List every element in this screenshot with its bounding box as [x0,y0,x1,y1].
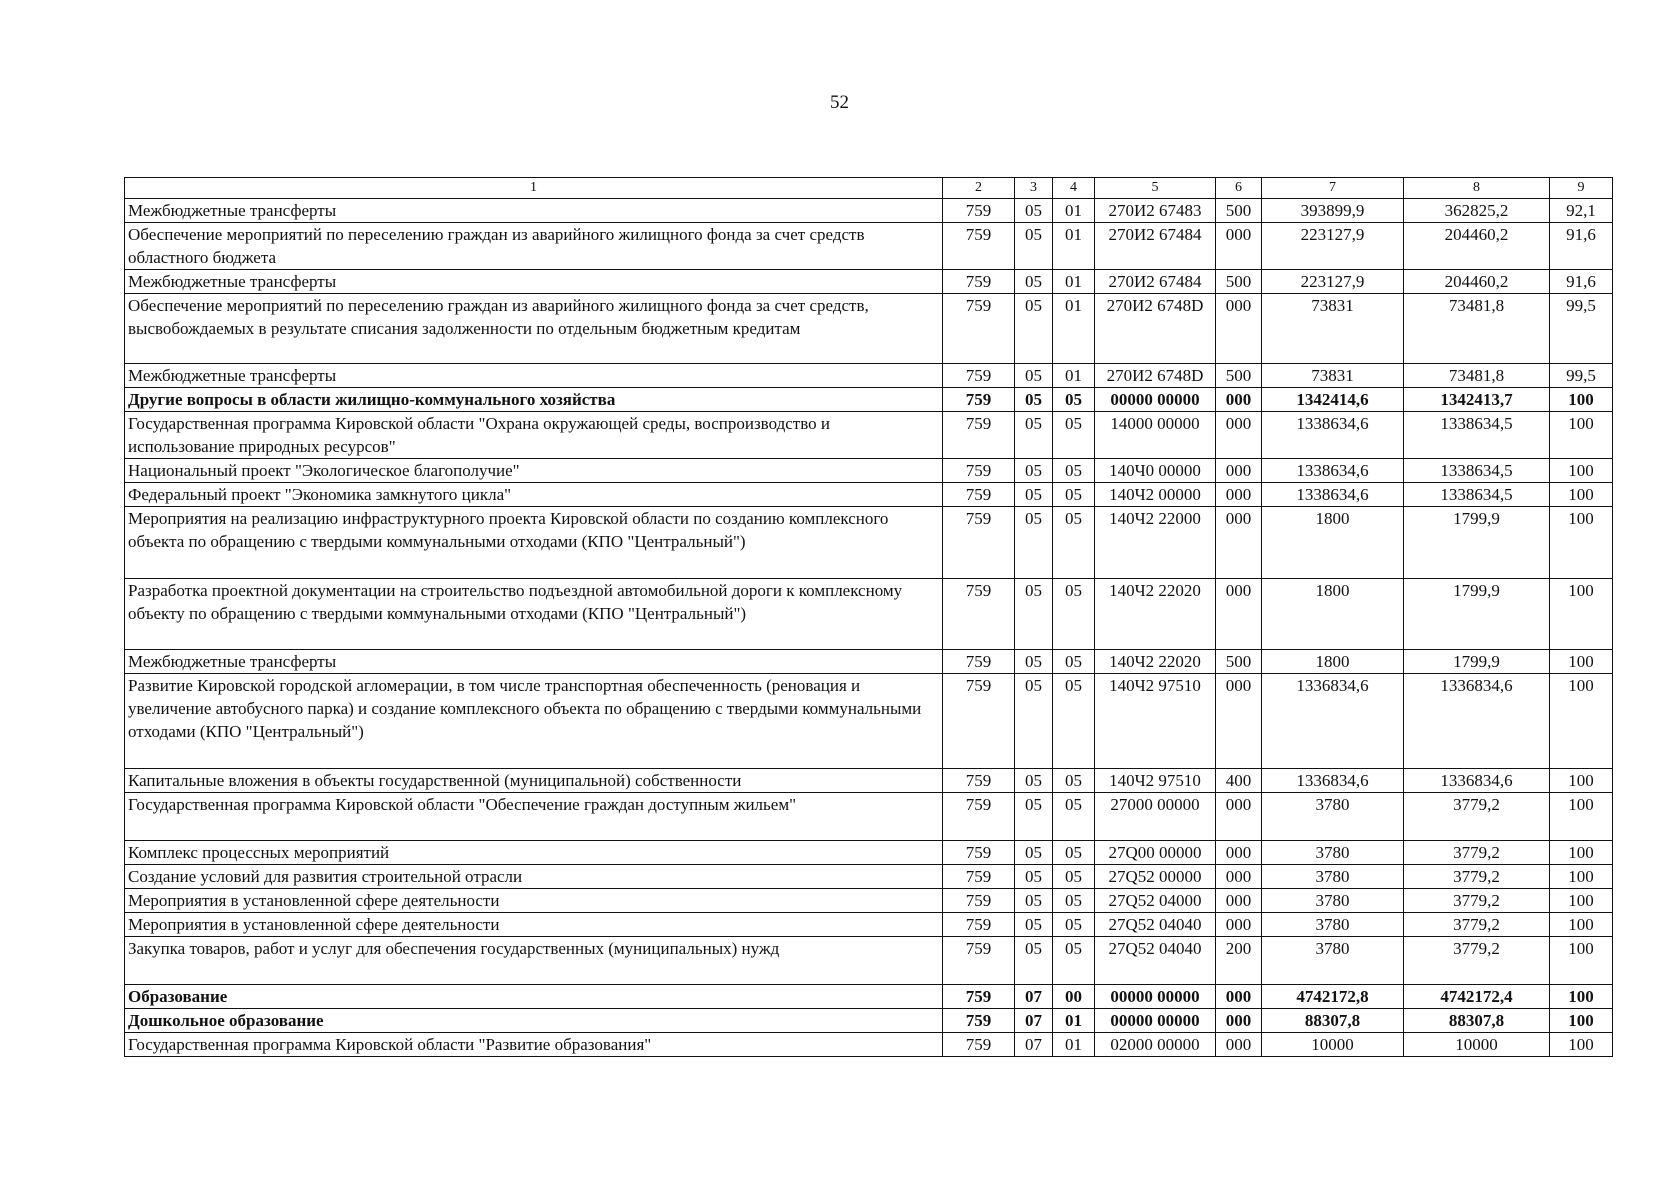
cell-ministry-code: 759 [943,913,1015,937]
cell-subsection: 05 [1053,889,1095,913]
row-name: Развитие Кировской городской агломерации, в том числе транспортная обеспеченность (реновация и увеличение автобусного парка) и создание комплексного объекта по обращению с твердыми коммунальными отходами (КПО "Центральный") [125,674,943,769]
cell-section: 05 [1015,674,1053,769]
column-header-8: 8 [1404,178,1550,199]
cell-plan-amount: 1336834,6 [1262,674,1404,769]
cell-plan-amount: 4742172,8 [1262,985,1404,1009]
cell-section: 05 [1015,913,1053,937]
cell-section: 05 [1015,507,1053,579]
cell-ministry-code: 759 [943,579,1015,650]
cell-ministry-code: 759 [943,270,1015,294]
cell-subsection: 01 [1053,223,1095,270]
cell-expense-type: 400 [1216,769,1262,793]
cell-subsection: 05 [1053,793,1095,841]
cell-ministry-code: 759 [943,294,1015,364]
cell-subsection: 05 [1053,650,1095,674]
cell-target-article: 140Ч2 97510 [1095,769,1216,793]
cell-subsection: 05 [1053,769,1095,793]
cell-expense-type: 000 [1216,388,1262,412]
cell-target-article: 140Ч2 22000 [1095,507,1216,579]
column-header-2: 2 [943,178,1015,199]
table-row [125,674,1613,769]
cell-subsection: 05 [1053,913,1095,937]
cell-ministry-code: 759 [943,459,1015,483]
cell-plan-amount: 3780 [1262,889,1404,913]
cell-actual-amount: 1338634,5 [1404,459,1550,483]
table-body [125,199,1613,1057]
cell-actual-amount: 3779,2 [1404,841,1550,865]
table-row [125,294,1613,364]
cell-subsection: 05 [1053,865,1095,889]
cell-actual-amount: 1338634,5 [1404,412,1550,459]
cell-section: 05 [1015,364,1053,388]
cell-plan-amount: 88307,8 [1262,1009,1404,1033]
cell-target-article: 270И2 6748D [1095,364,1216,388]
row-name: Закупка товаров, работ и услуг для обеспечения государственных (муниципальных) нужд [125,937,943,985]
cell-percent: 99,5 [1550,364,1613,388]
cell-actual-amount: 3779,2 [1404,913,1550,937]
cell-expense-type: 000 [1216,1009,1262,1033]
row-name: Дошкольное образование [125,1009,943,1033]
cell-percent: 100 [1550,1009,1613,1033]
cell-target-article: 02000 00000 [1095,1033,1216,1057]
row-name: Национальный проект "Экологическое благополучие" [125,459,943,483]
cell-actual-amount: 1799,9 [1404,579,1550,650]
cell-subsection: 00 [1053,985,1095,1009]
row-name: Мероприятия в установленной сфере деятельности [125,913,943,937]
cell-expense-type: 000 [1216,412,1262,459]
cell-percent: 100 [1550,1033,1613,1057]
cell-percent: 100 [1550,483,1613,507]
table-row [125,1033,1613,1057]
cell-ministry-code: 759 [943,841,1015,865]
cell-plan-amount: 223127,9 [1262,270,1404,294]
cell-section: 07 [1015,1033,1053,1057]
cell-actual-amount: 10000 [1404,1033,1550,1057]
row-name: Мероприятия в установленной сфере деятельности [125,889,943,913]
cell-target-article: 27Q52 04000 [1095,889,1216,913]
cell-subsection: 05 [1053,412,1095,459]
cell-actual-amount: 88307,8 [1404,1009,1550,1033]
cell-section: 05 [1015,199,1053,223]
cell-actual-amount: 73481,8 [1404,294,1550,364]
cell-plan-amount: 393899,9 [1262,199,1404,223]
cell-actual-amount: 1338634,5 [1404,483,1550,507]
cell-actual-amount: 3779,2 [1404,889,1550,913]
cell-target-article: 27Q52 04040 [1095,913,1216,937]
cell-section: 05 [1015,650,1053,674]
cell-subsection: 01 [1053,199,1095,223]
table-row [125,1009,1613,1033]
cell-target-article: 140Ч2 22020 [1095,650,1216,674]
cell-actual-amount: 1336834,6 [1404,769,1550,793]
row-name: Создание условий для развития строительной отрасли [125,865,943,889]
cell-plan-amount: 3780 [1262,913,1404,937]
cell-ministry-code: 759 [943,674,1015,769]
cell-plan-amount: 73831 [1262,294,1404,364]
cell-subsection: 01 [1053,1009,1095,1033]
row-name: Мероприятия на реализацию инфраструктурного проекта Кировской области по созданию комплексного объекта по обращению с твердыми коммунальными отходами (КПО "Центральный") [125,507,943,579]
table-row [125,937,1613,985]
cell-percent: 92,1 [1550,199,1613,223]
row-name: Государственная программа Кировской области "Обеспечение граждан доступным жильем" [125,793,943,841]
cell-target-article: 14000 00000 [1095,412,1216,459]
row-name: Другие вопросы в области жилищно-коммунального хозяйства [125,388,943,412]
cell-ministry-code: 759 [943,650,1015,674]
cell-actual-amount: 4742172,4 [1404,985,1550,1009]
column-header-7: 7 [1262,178,1404,199]
cell-plan-amount: 1800 [1262,507,1404,579]
row-name: Разработка проектной документации на строительство подъездной автомобильной дороги к комплексному объекту по обращению с твердыми коммунальными отходами (КПО "Центральный") [125,579,943,650]
cell-subsection: 05 [1053,388,1095,412]
cell-target-article: 00000 00000 [1095,1009,1216,1033]
cell-ministry-code: 759 [943,985,1015,1009]
cell-subsection: 05 [1053,459,1095,483]
cell-expense-type: 000 [1216,985,1262,1009]
cell-actual-amount: 73481,8 [1404,364,1550,388]
cell-expense-type: 000 [1216,223,1262,270]
cell-subsection: 01 [1053,270,1095,294]
cell-percent: 91,6 [1550,223,1613,270]
cell-expense-type: 500 [1216,199,1262,223]
cell-expense-type: 000 [1216,579,1262,650]
cell-subsection: 01 [1053,1033,1095,1057]
cell-actual-amount: 1799,9 [1404,650,1550,674]
cell-ministry-code: 759 [943,507,1015,579]
cell-plan-amount: 1338634,6 [1262,412,1404,459]
cell-actual-amount: 3779,2 [1404,937,1550,985]
cell-plan-amount: 1336834,6 [1262,769,1404,793]
row-name: Обеспечение мероприятий по переселению граждан из аварийного жилищного фонда за счет средств, высвобождаемых в результате списания задолженности по отдельным бюджетным кредитам [125,294,943,364]
table-row [125,913,1613,937]
cell-plan-amount: 1800 [1262,650,1404,674]
cell-actual-amount: 362825,2 [1404,199,1550,223]
cell-target-article: 270И2 67483 [1095,199,1216,223]
cell-expense-type: 000 [1216,913,1262,937]
cell-plan-amount: 3780 [1262,865,1404,889]
cell-ministry-code: 759 [943,865,1015,889]
cell-expense-type: 000 [1216,674,1262,769]
cell-expense-type: 000 [1216,483,1262,507]
cell-section: 05 [1015,270,1053,294]
cell-percent: 91,6 [1550,270,1613,294]
table-row [125,769,1613,793]
table-row [125,270,1613,294]
cell-subsection: 01 [1053,294,1095,364]
cell-percent: 100 [1550,459,1613,483]
table-row [125,985,1613,1009]
table-row [125,579,1613,650]
cell-section: 05 [1015,388,1053,412]
cell-expense-type: 500 [1216,364,1262,388]
cell-ministry-code: 759 [943,483,1015,507]
budget-table [124,177,1613,1057]
row-name: Федеральный проект "Экономика замкнутого цикла" [125,483,943,507]
cell-subsection: 05 [1053,841,1095,865]
cell-percent: 100 [1550,937,1613,985]
row-name: Капитальные вложения в объекты государственной (муниципальной) собственности [125,769,943,793]
cell-section: 05 [1015,579,1053,650]
column-header-4: 4 [1053,178,1095,199]
cell-percent: 100 [1550,388,1613,412]
cell-actual-amount: 204460,2 [1404,270,1550,294]
cell-actual-amount: 1799,9 [1404,507,1550,579]
cell-section: 07 [1015,985,1053,1009]
cell-ministry-code: 759 [943,364,1015,388]
cell-percent: 100 [1550,865,1613,889]
cell-target-article: 27Q52 00000 [1095,865,1216,889]
cell-section: 05 [1015,223,1053,270]
row-name: Государственная программа Кировской области "Охрана окружающей среды, воспроизводство и использование природных ресурсов" [125,412,943,459]
cell-percent: 100 [1550,793,1613,841]
cell-ministry-code: 759 [943,937,1015,985]
row-name: Образование [125,985,943,1009]
cell-actual-amount: 1342413,7 [1404,388,1550,412]
cell-subsection: 05 [1053,483,1095,507]
row-name: Межбюджетные трансферты [125,650,943,674]
cell-section: 07 [1015,1009,1053,1033]
cell-ministry-code: 759 [943,769,1015,793]
row-name: Обеспечение мероприятий по переселению граждан из аварийного жилищного фонда за счет средств областного бюджета [125,223,943,270]
cell-section: 05 [1015,294,1053,364]
cell-target-article: 270И2 67484 [1095,270,1216,294]
table-row [125,223,1613,270]
cell-percent: 100 [1550,650,1613,674]
cell-percent: 100 [1550,841,1613,865]
cell-target-article: 140Ч2 22020 [1095,579,1216,650]
cell-target-article: 140Ч0 00000 [1095,459,1216,483]
table-row [125,483,1613,507]
table-row [125,889,1613,913]
cell-target-article: 140Ч2 97510 [1095,674,1216,769]
cell-expense-type: 000 [1216,793,1262,841]
cell-section: 05 [1015,412,1053,459]
table-row [125,199,1613,223]
cell-target-article: 270И2 67484 [1095,223,1216,270]
cell-subsection: 05 [1053,579,1095,650]
cell-expense-type: 000 [1216,865,1262,889]
row-name: Межбюджетные трансферты [125,270,943,294]
table-row [125,650,1613,674]
cell-actual-amount: 1336834,6 [1404,674,1550,769]
cell-percent: 100 [1550,913,1613,937]
cell-expense-type: 200 [1216,937,1262,985]
cell-actual-amount: 3779,2 [1404,793,1550,841]
cell-section: 05 [1015,841,1053,865]
cell-expense-type: 000 [1216,294,1262,364]
cell-section: 05 [1015,889,1053,913]
cell-section: 05 [1015,483,1053,507]
cell-expense-type: 000 [1216,841,1262,865]
cell-target-article: 27Q00 00000 [1095,841,1216,865]
cell-expense-type: 500 [1216,650,1262,674]
cell-subsection: 05 [1053,507,1095,579]
cell-section: 05 [1015,769,1053,793]
table-row [125,841,1613,865]
cell-expense-type: 000 [1216,1033,1262,1057]
cell-ministry-code: 759 [943,223,1015,270]
cell-actual-amount: 3779,2 [1404,865,1550,889]
cell-ministry-code: 759 [943,1009,1015,1033]
cell-percent: 100 [1550,579,1613,650]
cell-expense-type: 500 [1216,270,1262,294]
cell-ministry-code: 759 [943,1033,1015,1057]
cell-plan-amount: 1800 [1262,579,1404,650]
table-row [125,459,1613,483]
row-name: Государственная программа Кировской области "Развитие образования" [125,1033,943,1057]
cell-percent: 100 [1550,889,1613,913]
cell-percent: 100 [1550,674,1613,769]
cell-section: 05 [1015,937,1053,985]
column-header-3: 3 [1015,178,1053,199]
cell-plan-amount: 10000 [1262,1033,1404,1057]
cell-target-article: 00000 00000 [1095,388,1216,412]
cell-subsection: 05 [1053,937,1095,985]
cell-target-article: 27Q52 04040 [1095,937,1216,985]
cell-ministry-code: 759 [943,889,1015,913]
table-row [125,793,1613,841]
table-row [125,507,1613,579]
cell-percent: 100 [1550,769,1613,793]
column-number-header-row [125,178,1613,199]
cell-subsection: 01 [1053,364,1095,388]
column-header-9: 9 [1550,178,1613,199]
table-row [125,388,1613,412]
cell-ministry-code: 759 [943,412,1015,459]
cell-plan-amount: 3780 [1262,937,1404,985]
cell-percent: 100 [1550,507,1613,579]
cell-plan-amount: 1342414,6 [1262,388,1404,412]
row-name: Межбюджетные трансферты [125,364,943,388]
table-row [125,412,1613,459]
column-header-1: 1 [125,178,943,199]
cell-percent: 100 [1550,412,1613,459]
cell-plan-amount: 73831 [1262,364,1404,388]
row-name: Комплекс процессных мероприятий [125,841,943,865]
cell-ministry-code: 759 [943,388,1015,412]
column-header-6: 6 [1216,178,1262,199]
column-header-5: 5 [1095,178,1216,199]
table-row [125,865,1613,889]
cell-percent: 99,5 [1550,294,1613,364]
cell-plan-amount: 1338634,6 [1262,483,1404,507]
cell-expense-type: 000 [1216,507,1262,579]
cell-target-article: 270И2 6748D [1095,294,1216,364]
cell-plan-amount: 3780 [1262,841,1404,865]
cell-target-article: 140Ч2 00000 [1095,483,1216,507]
cell-target-article: 00000 00000 [1095,985,1216,1009]
cell-expense-type: 000 [1216,889,1262,913]
cell-ministry-code: 759 [943,199,1015,223]
page-number: 52 [830,92,849,113]
cell-ministry-code: 759 [943,793,1015,841]
table-row [125,364,1613,388]
cell-plan-amount: 1338634,6 [1262,459,1404,483]
row-name: Межбюджетные трансферты [125,199,943,223]
cell-plan-amount: 223127,9 [1262,223,1404,270]
cell-subsection: 05 [1053,674,1095,769]
cell-expense-type: 000 [1216,459,1262,483]
cell-section: 05 [1015,865,1053,889]
cell-actual-amount: 204460,2 [1404,223,1550,270]
cell-percent: 100 [1550,985,1613,1009]
cell-section: 05 [1015,793,1053,841]
cell-plan-amount: 3780 [1262,793,1404,841]
cell-section: 05 [1015,459,1053,483]
cell-target-article: 27000 00000 [1095,793,1216,841]
